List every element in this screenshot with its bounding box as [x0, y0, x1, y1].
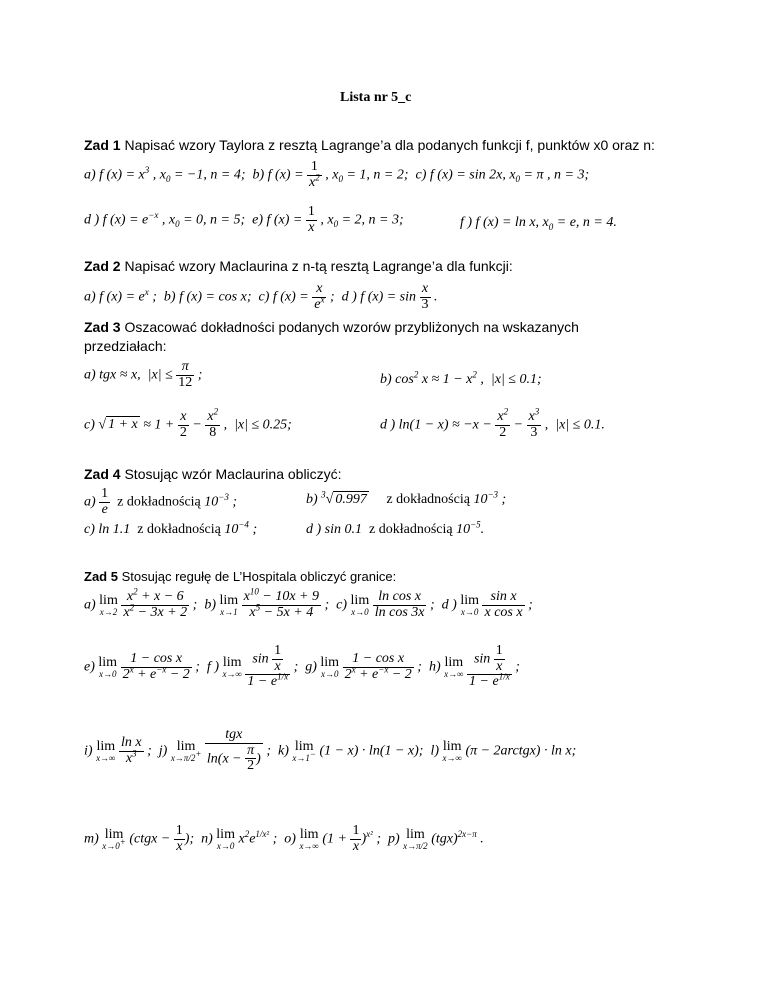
zad4-label: Zad 4: [84, 466, 121, 482]
zad1-row1: a) f $(x) = x^3$ , $x_0 = -1$, n = 4; b) f (x) = $\frac{1}{x^2}$ , $x_0 = 1$, n = 2; c) f (x) = sin 2x, $x_0 = \pi$ , n = 3;: [84, 159, 590, 190]
zad1-label: Zad 1: [84, 137, 121, 153]
zad3-label: Zad 3: [84, 319, 121, 335]
zad4-a: a) $\frac{1}{e}$ z dokładnością $10^{-3}$ ;: [84, 486, 238, 517]
zad5-row2: e) lim x→0 $\frac{\text{1 − cos x}}{2^x + e^{-x} - 2}$ ; f ) lim x→∞ sin $\frac{1}{x}$ $1 - e^{1/x}$ ; g) lim x→0 $\frac{\text{1 − cos x}}{2^x + e^{-x} - 2}$ ; h) lim x→∞ sin $\frac{1}{x}$ $1 - e^{1/x}$ ;: [84, 643, 520, 690]
zad2-header: [84, 258, 513, 274]
zad4-acc-d: z dokładnością: [369, 522, 453, 537]
zad5-header: [84, 569, 396, 584]
zad3-a: a) tgx ≈ x, |x| ≤ $\frac{\pi}{12}$ ;: [84, 359, 203, 390]
zad3-text2: przedziałach:: [84, 338, 167, 354]
zad3-header: [84, 319, 579, 335]
zad1-text: Napisać wzory Taylora z resztą Lagrange’a dla podanych funkcji f, punktów x0 oraz n:: [124, 137, 655, 153]
zad5-row4: m) lim x→0+ (ctgx − $\frac{1}{x}$ ); n) lim x→0 $x^2e^{1/x^2}$ ; o) lim x→∞ (1 + $\frac{1}{x}$ )$^{x^2}$ ; p) lim x→π/2 (tgx)$^{2x-\pi}$ .: [84, 823, 484, 854]
zad5-row3: i) lim x→∞ $\frac{\text{ln x}}{x^3}$ ; j) lim x→π/2+ tgx ln(x − $\frac{\pi}{2}$ ) ; k) lim x→1− (1 − x) · ln(1 − x); l) lim x→∞ (π − 2arctgx) · ln x;: [84, 727, 577, 774]
zad1-header: [84, 137, 655, 153]
zad5-row1: a) lim x→2 $\frac{x^2 + x - 6}{x^2 - 3x + 2}$ ; b) lim x→1 $\frac{x^{10} - 10x + 9}{x^5 - 5x + 4}$ ; c) lim x→0 $\frac{\text{ln cos x}}{\text{ln cos 3x}}$ ; d ) lim x→0 $\frac{\text{sin x}}{\text{x cos x}}$ ;: [84, 586, 533, 620]
zad4-header: [84, 466, 342, 482]
zad4-c: c) ln 1.1 z dokładnością $10^{-4}$ ;: [84, 519, 258, 537]
zad1-row2-f: f ) f (x) = ln x, $x_0 = e$, n = 4.: [460, 215, 617, 232]
zad4-acc-b: z dokładnością: [386, 492, 470, 507]
zad4-b: b) $^3$√ 0.997 z dokładnością $10^{-3}$ ;: [306, 489, 507, 507]
zad3-c: c) √ 1 + x ≈ 1 + $\frac{x}{2}$ − $\frac{x^2}{8}$ , |x| ≤ 0.25;: [84, 406, 292, 440]
zad3-text: Oszacować dokładności podanych wzorów przybliżonych na wskazanych: [124, 319, 579, 335]
zad5-label: Zad 5: [84, 569, 118, 584]
zad2-label: Zad 2: [84, 258, 121, 274]
zad3-d: d ) ln(1 − x) ≈ −x − $\frac{x^2}{2}$ − $\frac{x^3}{3}$ , |x| ≤ 0.1.: [380, 406, 605, 440]
zad5-text: Stosując regułę de L’Hospitala obliczyć granice:: [121, 569, 397, 584]
zad4-text: Stosując wzór Maclaurina obliczyć:: [124, 466, 342, 482]
page-title: Lista nr 5_c: [340, 90, 412, 105]
zad2-text: Napisać wzory Maclaurina z n-tą resztą Lagrange’a dla funkcji:: [124, 258, 513, 274]
zad4-acc-c: z dokładnością: [137, 522, 221, 537]
zad3-b: b) $\cos^2 x \approx 1 - x^2$ , |x| ≤ 0.1;: [380, 369, 542, 387]
zad4-acc-a: z dokładnością: [117, 494, 201, 510]
zad1-row2: d ) f $(x) = e^{-x}$ , $x_0 = 0$, n = 5; e) f (x) = $\frac{1}{x}$ , $x_0 = 2$, n = 3;: [84, 204, 404, 235]
zad4-d: d ) sin 0.1 z dokładnością $10^{-5}$.: [306, 519, 485, 537]
zad2-formulas: a) f $(x) = e^x$ ; b) f (x) = cos x; c) f (x) = $\frac{x}{e^x}$ ; d ) f (x) = sin $\frac{x}{3}$ .: [84, 281, 438, 312]
